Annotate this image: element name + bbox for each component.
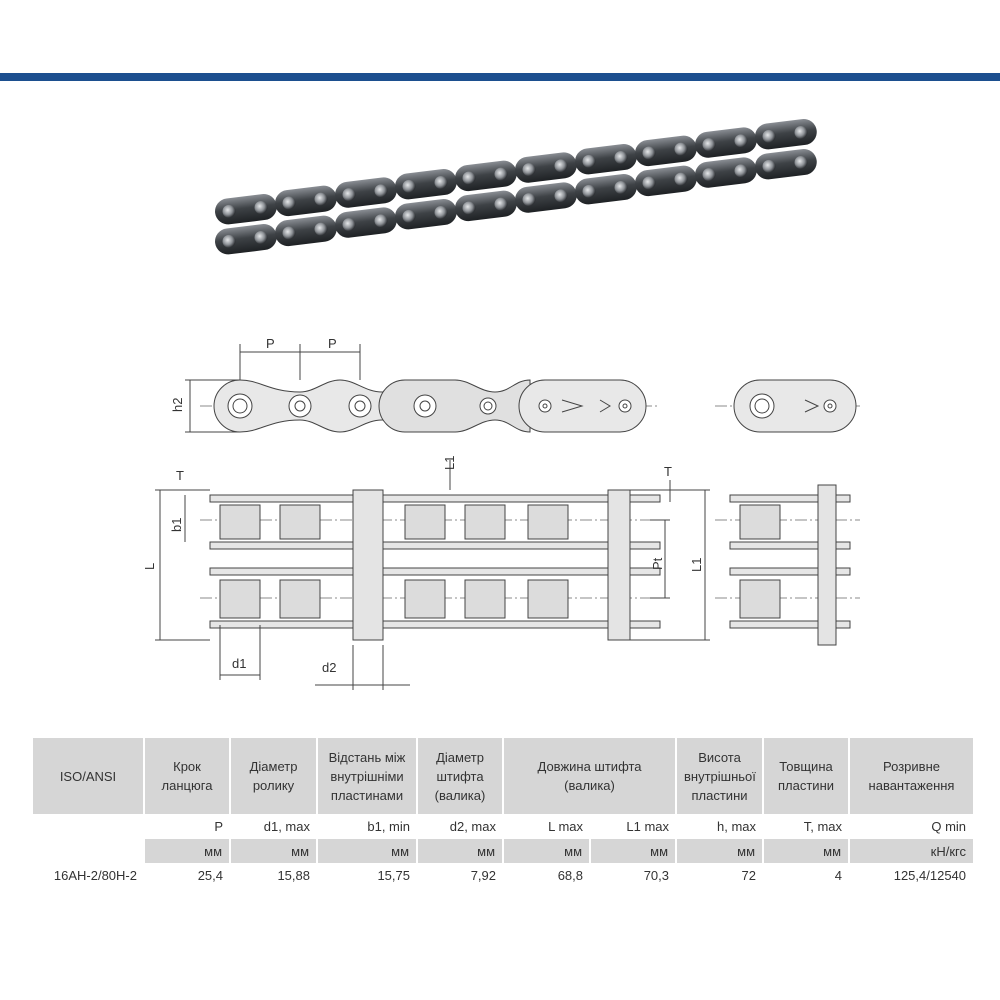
chain-pin	[435, 206, 448, 219]
chain-pin	[495, 168, 508, 181]
chain-pin	[735, 134, 748, 147]
chain-pin	[615, 181, 628, 194]
chain-pin	[255, 201, 268, 214]
chain-pin	[555, 159, 568, 172]
symbol-cell: d2, max	[417, 814, 503, 839]
d1-label: d1	[232, 656, 247, 671]
table-cell: 125,4/12540	[849, 863, 973, 887]
pt-label: Pt	[650, 557, 665, 570]
symbol-cell: L1 max	[590, 814, 676, 839]
unit-cell: кН/кгс	[849, 839, 973, 863]
spec-table	[33, 738, 973, 887]
roller-chain-photo	[195, 120, 835, 280]
chain-pin	[675, 173, 688, 186]
header-breaking-load: Розривне навантаження	[849, 738, 973, 814]
chain-pin	[283, 226, 296, 239]
chain-pin	[583, 155, 596, 168]
table-row	[33, 863, 973, 887]
chain-technical-drawing	[142, 330, 870, 700]
chain-pin	[315, 193, 328, 206]
chain-pin	[583, 185, 596, 198]
chain-pin	[523, 193, 536, 206]
header-plate-thickness: Товщина пластини	[763, 738, 849, 814]
table-cell: 68,8	[503, 863, 590, 887]
symbol-cell: L max	[503, 814, 590, 839]
table-cell: 15,75	[317, 863, 417, 887]
unit-cell: мм	[230, 839, 317, 863]
h2-label: h2	[170, 397, 185, 412]
chain-pin	[403, 180, 416, 193]
pitch-label-2: P	[328, 336, 337, 351]
unit-cell: мм	[144, 839, 230, 863]
unit-cell: мм	[503, 839, 590, 863]
table-cell: 70,3	[590, 863, 676, 887]
unit-cell	[33, 839, 144, 863]
header-inner-width: Відстань між внутрішніми пластинами	[317, 738, 417, 814]
l1-label-right: L1	[689, 557, 704, 572]
chain-plan-view	[200, 490, 660, 640]
table-cell: 25,4	[144, 863, 230, 887]
chain-pin	[763, 160, 776, 173]
table-header-row	[33, 738, 973, 814]
chain-pin	[763, 130, 776, 143]
chain-pin	[735, 164, 748, 177]
chain-pin	[795, 126, 808, 139]
chain-pin	[643, 146, 656, 159]
pitch-label-1: P	[266, 336, 275, 351]
symbol-cell	[33, 814, 144, 839]
chain-pin	[435, 176, 448, 189]
chain-pin	[703, 138, 716, 151]
chain-end-plan-view	[715, 485, 860, 645]
header-iso-ansi: ISO/ANSI	[33, 738, 144, 814]
unit-cell: мм	[317, 839, 417, 863]
chain-pin	[403, 210, 416, 223]
l1-label-top: L1	[442, 455, 457, 470]
symbol-cell: h, max	[676, 814, 763, 839]
header-pitch: Крок ланцюга	[144, 738, 230, 814]
b1-label: b1	[169, 517, 184, 532]
chain-pin	[495, 198, 508, 211]
chain-pin	[375, 184, 388, 197]
chain-pin	[795, 156, 808, 169]
header-pin-length: Довжина штифта (валика)	[503, 738, 676, 814]
header-plate-height: Висота внутрішньої пластини	[676, 738, 763, 814]
chain-pin	[343, 188, 356, 201]
chain-pin	[555, 189, 568, 202]
chain-pin	[463, 201, 476, 214]
chain-pin	[255, 231, 268, 244]
chain-end-view	[715, 380, 860, 432]
symbol-cell: T, max	[763, 814, 849, 839]
d2-label: d2	[322, 660, 337, 675]
table-symbol-row	[33, 814, 973, 839]
symbol-cell: b1, min	[317, 814, 417, 839]
chain-pin	[283, 196, 296, 209]
symbol-cell: P	[144, 814, 230, 839]
header-pin-diameter: Діаметр штифта (валика)	[417, 738, 503, 814]
chain-pin	[615, 151, 628, 164]
unit-cell: мм	[676, 839, 763, 863]
unit-cell: мм	[590, 839, 676, 863]
chain-pin	[375, 214, 388, 227]
unit-cell: мм	[417, 839, 503, 863]
unit-cell: мм	[763, 839, 849, 863]
chain-pin	[315, 223, 328, 236]
t-label-left: T	[176, 468, 184, 483]
chain-side-view	[200, 380, 660, 432]
chain-pin	[343, 218, 356, 231]
chain-pin	[223, 235, 236, 248]
symbol-cell: Q min	[849, 814, 973, 839]
table-cell: 7,92	[417, 863, 503, 887]
chain-pin	[523, 163, 536, 176]
top-bar	[0, 73, 1000, 81]
t-label-right: T	[664, 464, 672, 479]
chain-pin	[223, 205, 236, 218]
header-roller-diameter: Діаметр ролику	[230, 738, 317, 814]
chain-pin	[463, 171, 476, 184]
chain-pin	[675, 143, 688, 156]
symbol-cell: d1, max	[230, 814, 317, 839]
table-cell: 15,88	[230, 863, 317, 887]
table-cell: 4	[763, 863, 849, 887]
l-label: L	[142, 562, 157, 570]
chain-pin	[703, 168, 716, 181]
table-cell: 72	[676, 863, 763, 887]
table-cell: 16AH-2/80H-2	[33, 863, 144, 887]
chain-pin	[643, 176, 656, 189]
table-unit-row	[33, 839, 973, 863]
